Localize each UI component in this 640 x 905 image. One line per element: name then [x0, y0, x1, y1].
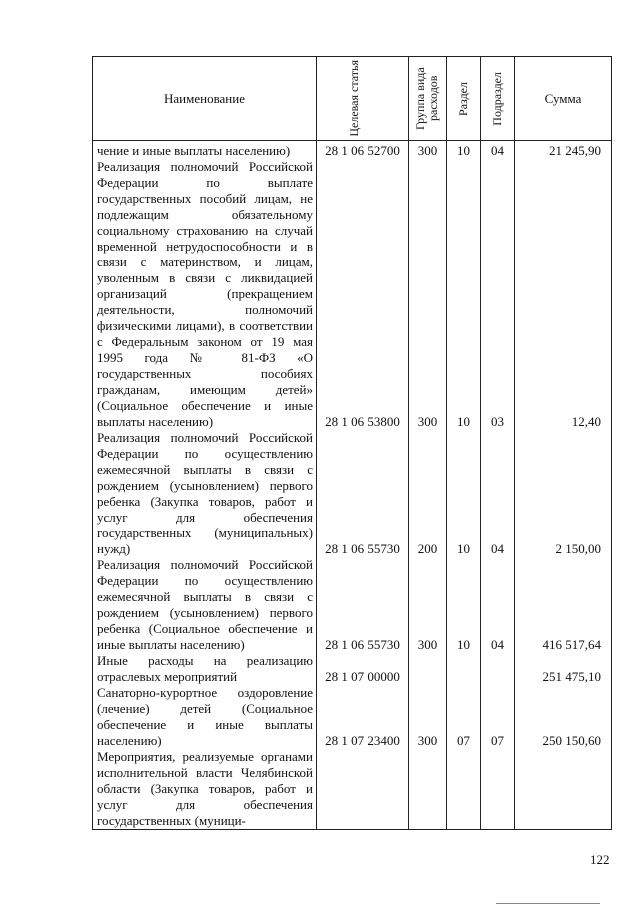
target-article-value: 28 1 06 53800: [325, 414, 400, 429]
table-header-row: [93, 57, 612, 141]
sum-value: 12,40: [571, 414, 601, 429]
header-target-article-label: Целевая статья: [346, 60, 361, 137]
page-number: 122: [590, 852, 610, 867]
section-value: 10: [457, 541, 470, 556]
header-expense-group: [409, 57, 447, 141]
expense-group-value: 300: [417, 733, 438, 748]
expense-group-value: [409, 669, 446, 733]
sum-value: 416 517,64: [542, 637, 601, 652]
expense-group-column: [409, 141, 447, 830]
target-article-value: 28 1 06 52700: [325, 143, 400, 158]
target-article-value: 28 1 07 23400: [325, 733, 400, 748]
target-article-value: 28 1 06 55730: [325, 541, 400, 556]
header-sum: [515, 57, 612, 141]
header-target-article: [317, 57, 409, 141]
subsection-column: [481, 141, 515, 830]
subsection-value: [481, 669, 514, 733]
name-paragraph: Санаторно-курортное оздоровление (лечение) детей (Социальное обеспечение и иные выплаты населению): [97, 685, 313, 748]
header-sum-label: Сумма: [544, 90, 582, 106]
header-section-label: Раздел: [456, 81, 470, 116]
sum-value: 21 245,90: [549, 143, 601, 158]
name-column: [93, 141, 317, 830]
sum-value: 2 150,00: [555, 541, 601, 556]
section-value: [447, 669, 480, 733]
section-value: 07: [457, 733, 470, 748]
target-article-column: [317, 141, 409, 830]
table-body-row: [93, 141, 612, 830]
sum-column: [515, 141, 612, 830]
target-article-value: 28 1 06 55730: [325, 637, 400, 652]
expense-group-value: 300: [417, 143, 438, 158]
header-name-label: Наименование: [164, 90, 245, 106]
expense-group-value: 200: [417, 541, 438, 556]
name-paragraph: Мероприятия, реализуемые органами исполнительной власти Челябинской области (Закупка товаров, работ и услуг для обеспечения государственных (муници-: [97, 749, 313, 828]
subsection-value: 03: [491, 414, 504, 429]
section-value: 10: [457, 637, 470, 652]
expense-group-value: 300: [417, 637, 438, 652]
header-section: [447, 57, 481, 141]
name-paragraph: Реализация полномочий Российской Федерации по выплате государственных пособий лицам, не подлежащим обязательному социальному страхованию на случай временной нетрудоспособности и в связи с материнством, и лицам, уволенным в связи с ликвидацией организаций (прекращением деятельности, полномочий физическими лицами), в соответствии с Федеральным законом от 19 мая 1995 года № 81-ФЗ «О государственных пособиях гражданам, имеющим детей» (Социальное обеспечение и иные выплаты населению): [97, 159, 313, 429]
name-paragraph: Реализация полномочий Российской Федерации по осуществлению ежемесячной выплаты в связи с рождением (усыновлением) первого ребенка (Закупка товаров, работ и услуг для обеспечения государственных (муниципальных) нужд): [97, 430, 313, 557]
footer-divider: [496, 903, 600, 904]
target-article-value: 28 1 07 00000: [325, 669, 400, 684]
section-column: [447, 141, 481, 830]
expense-group-value: 300: [417, 414, 438, 429]
header-subsection-label: Подраздел: [490, 71, 504, 126]
section-value: 10: [457, 414, 470, 429]
sum-value: 251 475,10: [542, 669, 601, 684]
name-paragraph: Реализация полномочий Российской Федерации по осуществлению ежемесячной выплаты в связи с рождением (усыновлением) первого ребенка (Социальное обеспечение и иные выплаты населению): [97, 557, 313, 652]
section-value: 10: [457, 143, 470, 158]
header-expense-group-label: Группа вида расходов: [412, 67, 440, 130]
subsection-value: 04: [491, 637, 504, 652]
budget-table: [92, 56, 612, 830]
sum-value: 250 150,60: [542, 733, 601, 748]
name-paragraph: Иные расходы на реализацию отраслевых мероприятий: [97, 653, 313, 684]
header-subsection: [481, 57, 515, 141]
subsection-value: 07: [491, 733, 504, 748]
name-paragraph: чение и иные выплаты населению): [97, 143, 291, 158]
subsection-value: 04: [491, 143, 504, 158]
header-name: [93, 57, 317, 141]
subsection-value: 04: [491, 541, 504, 556]
